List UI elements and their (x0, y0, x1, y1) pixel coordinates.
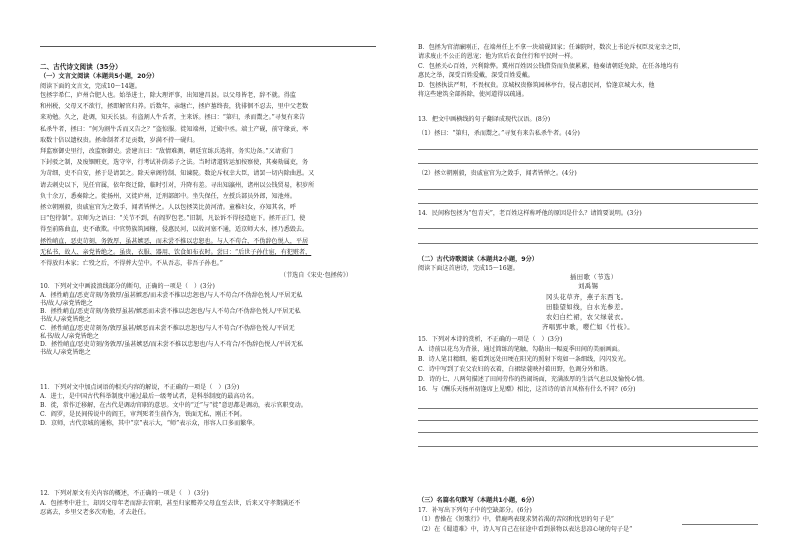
passage-line: 和州税，父母又不欲行，拯即解官归养。后数年，亲继亡，拯庐墓终丧，犹徘徊不忍去，里中父老数 (40, 103, 309, 111)
answer-line[interactable] (418, 149, 758, 150)
passage-line: 不得放归本家；亡殁之后，不得葬大茔中。不从吾志，非吾子孙也。” (40, 260, 223, 267)
section-title: 二、古代诗文阅读（35分） (40, 63, 122, 71)
answer-line[interactable] (418, 243, 758, 244)
q13-sentence-2: （2）拯立朝刚毅，贵戚宦官为之敛手，闻者皆惮之。(4分) (418, 170, 577, 177)
passage-line: 为苛细，吏不自安，拯于是请罢之。除天章阁待制、知谏院。数论斥权幸大臣，请罢一切内除曲恩。又 (40, 170, 315, 178)
answer-line[interactable] (418, 163, 758, 164)
q11-option-d[interactable]: D．京师，古代京城的通称，其中“京”表示大，“师”表示众，形容人口多而繁华。 (40, 420, 259, 427)
q12-option-c-cont: 惠民之举，深受百姓爱戴，深受百姓爱戴。 (418, 72, 534, 79)
answer-line[interactable] (418, 203, 758, 204)
q10-option-b-cont: 书故人/亲党皆绝之 (40, 316, 91, 323)
poem-author: 刘禹锡 (578, 283, 599, 290)
answer-line[interactable] (418, 446, 758, 447)
passage-line: 拯立朝刚毅，贵戚宦官为之敛手，闻者皆惮之。人以包拯笑比黄河清。童稚妇女，亦知其名，呼 (40, 204, 296, 211)
top-divider (40, 46, 376, 47)
passage-line: 取数十倍以遗权贵。拯命制者才足贡数，岁满不持一砚归。 (40, 136, 199, 144)
poem-line: 冈头花草齐，燕子东西飞。 (546, 294, 628, 301)
answer-line[interactable] (418, 189, 758, 190)
q10-option-c[interactable]: C．拯性峭直/恶吏苛刻务/敦厚虽甚/嫉恶而未尝不推以忠恕也/与人不苟合/不伪辞色悦人/平居无 (40, 325, 295, 332)
passage-line: 无私书，故人、亲党皆绝之。虽贵，衣服、器用、饮食如布衣时。尝曰：“后世子孙仕宦，有犯赃者， (40, 248, 312, 256)
q11-stem: 11．下列对文中加点词语的相关内容的解说，不正确的一项是（ ）(3分) (40, 384, 240, 391)
q10-option-d-cont: 书故人/亲党皆绝之 (40, 349, 91, 356)
q12-option-b[interactable]: B．包拯为官清廉刚正，在端州任上不拿一块端砚回家；任谏院时，数次上书论斥权臣及宠幸之臣， (418, 44, 685, 51)
q10-option-c-cont: 私书/故人/亲党皆绝之 (40, 333, 99, 340)
q12-stem: 12．下列对原文有关内容的概述，不正确的一项是（ ）(3分) (40, 490, 209, 497)
q10-option-a-cont: 书/故人/亲党皆绝之 (40, 300, 93, 307)
passage-line: 包拯字希仁，庐州合肥人也。始举进士，除大理评事，出知建昌县。以父母皆老，辞不就。得监 (40, 92, 296, 99)
q17-sentence-2: （2）在《蜀道难》中，诗人写自己在征途中看到景物以表达悲凉心境的句子是“ (418, 526, 633, 533)
q12-option-d[interactable]: D．包拯执法严明，不畏权贵。京城权贵修筑园林亭台，侵占惠民河，恰逢京城大水，他 (418, 82, 655, 89)
q11-option-a[interactable]: A．进士，是中国古代科举制度中通过最后一级考试者，是科举制度的最高功名。 (40, 393, 258, 400)
passage-instruction: 阅读下面的文言文，完成10～14题。 (40, 83, 141, 90)
q10-option-a[interactable]: A．拯性峭直/恶吏苛刻/务敦厚/虽甚嫉恶/而未尝不推以忠恕也/与人不苟合/不伪辞色悦人/平居无私 (40, 292, 303, 299)
q15-stem: 15．下列对本诗的赏析，不正确的一项是（ ）(3分) (418, 336, 563, 343)
poem-instruction: 阅读下面这首唐诗，完成15～16题。 (418, 265, 519, 272)
q10-option-d[interactable]: D．拯性峭直/恶吏苛刻/务敦厚/虽甚嫉恶/而未尝不推以忠恕也/与人不苟合/不伪辞色悦人/平居无私 (40, 341, 304, 348)
q12-option-d-cont: 将这些建筑全部拆除，使河道得以疏通。 (418, 91, 528, 98)
q12-option-a-cont: 忍离去，乡里父老多次劝他，才去赴任。 (40, 509, 150, 516)
q12-option-c[interactable]: C．包拯关心百姓，兴利除弊。冀州百姓因公钱借贷而负债累累，他奏请朝廷免除，在任各地均有 (418, 63, 679, 70)
blank-line[interactable] (682, 524, 758, 525)
q14-stem: 14．民间称包拯为“包青天”，老百姓这样称呼他的原因是什么？请简要说明。(3分) (418, 210, 642, 217)
q15-option-d[interactable]: D．诗的七、八两句描述了田间劳作的热闹场面，充满浓厚的生活气息以及愉悦心情。 (418, 376, 649, 383)
q12-option-b-cont: 请求废止不公正的恩宠；他为官后衣食住行和平民时一样。 (418, 53, 577, 60)
subsection-title: （一）文言文阅读（本题共5小题，20分） (40, 73, 159, 80)
q10-stem: 10．下列对文中画波浪线部分的断句，正确的一项是（ ）(3分) (40, 283, 215, 290)
q12-option-a[interactable]: A．包拯考中进士，却因父母年老而辞去官职，甚至归家赡养父母直至去世，后来又守孝期满还不 (40, 500, 301, 507)
q13-stem: 13．把文中画横线的句子翻译成现代汉语。(8分) (418, 116, 551, 123)
q11-option-b[interactable]: B．徙，常作迁移解，在古代是调动官职的意思。文中的“迁”与“徙”意思都是调动，表示官职变动。 (40, 402, 307, 409)
passage-line: 来劝勉。久之，赴调，知天长县。有盗割人牛舌者，主来诉。拯曰：“第归，杀而鬻之。”寻复有来告 (40, 114, 306, 122)
passage-source: （节选自《宋史·包拯传》） (280, 272, 353, 279)
passage-line: 请去刺史以下，见任官属，依年资迁除，临时引对，升降有差。寻出知瀛州，诸州以公钱贸易，积岁所 (40, 181, 315, 189)
passage-line: 拯性峭直，恶吏苛刻，务敦厚，虽甚嫉恶，而未尝不推以忠恕也。与人不苟合，不伪辞色悦人，平居 (40, 237, 309, 245)
q17-sentence-1: （1）曹操在《短歌行》中，借鹿鸣表现求贤若渴的苦闷和忧思的句子是“ (418, 516, 614, 523)
q10-option-b[interactable]: B．拯性峭直/恶吏苛刻/务敦厚虽甚/嫉恶而未尝不推以忠恕也/与人不苟合/不伪辞色悦人/平居无私 (40, 308, 301, 315)
passage-line: 下封驳之制，及废锢赃吏，选守宰，行考试补荫弟子之法。当时诸道转运加按察使，其奏劾属吏，务 (40, 159, 309, 167)
passage-line: 负十余万，悉奏除之。徙扬州，又徙庐州，迁刑部郎中。坐失保任，左授兵部员外郎，知池州。 (40, 192, 296, 200)
answer-line[interactable] (418, 420, 758, 421)
poem-section-title: （二）古代诗歌阅读（本题共2小题，9分） (418, 256, 538, 263)
answer-line[interactable] (418, 432, 758, 433)
q13-sentence-1: （1）拯曰：“第归，杀而鬻之。”寻复有来告私杀牛者。(4分) (418, 130, 580, 137)
q11-option-c[interactable]: C．阎罗，是民间传说中的阎王，审判死者生前作为，铁面无私，刚正不阿。 (40, 411, 246, 418)
answer-line[interactable] (418, 228, 758, 229)
passage-line: 私杀牛者，拯曰：“何为割牛舌而又告之？”盗惊服。徙知端州，迁殿中丞。端土产砚，前守缘贡，率 (40, 125, 309, 133)
poem-title: 插田歌（节选） (570, 274, 618, 281)
poem-line: 田塍望如线，白水光参差。 (546, 304, 628, 311)
passage-line: 得至前陈曲直，吏不敢欺。中官势族筑园榭，侵惠民河，以故河塞不通，适京师大水，拯乃悉毁去。 (40, 226, 309, 234)
passage-line: 曰“包待制”。京师为之语曰：“关节不到，有阎罗包老。”旧制，凡讼诉不得径造庭下。拯开正门，使 (40, 215, 306, 223)
q15-option-c[interactable]: C．诗中写到了农父农妇的衣着，白裙绿蓑映衬着田野，色调分外和谐。 (418, 366, 612, 373)
q15-option-b[interactable]: B．诗人笔目精细，能看到远处田埂在阳光的照射下宛如一条细线，闪闪发光。 (418, 356, 630, 363)
passage-line: 拜监察御史里行，改监察御史。尝建言曰：“敌情难测，朝廷宜练兵选将，务实边备。”又请重门 (40, 148, 294, 155)
poem-line: 齐唱郢中歌，嘤伫如《竹枝》。 (542, 324, 635, 331)
q17-stem: 17．补写出下列句子中的空缺部分。(6分) (418, 507, 532, 514)
answer-line[interactable] (418, 408, 758, 409)
q17-section-title: （三）名篇名句默写（本题共1小题，6分） (418, 497, 538, 504)
q16-stem: 16．与《酬乐天扬州初逢席上见赠》相比，这首诗的语言风格有什么不同？(6分) (418, 386, 636, 393)
q15-option-a[interactable]: A．诗前以花鸟为背景，通过简练的笔触，勾勒出一幅夏季田间的美丽画面。 (418, 346, 624, 353)
poem-line: 农妇白纻裙，农父绿蓑衣。 (546, 314, 628, 321)
